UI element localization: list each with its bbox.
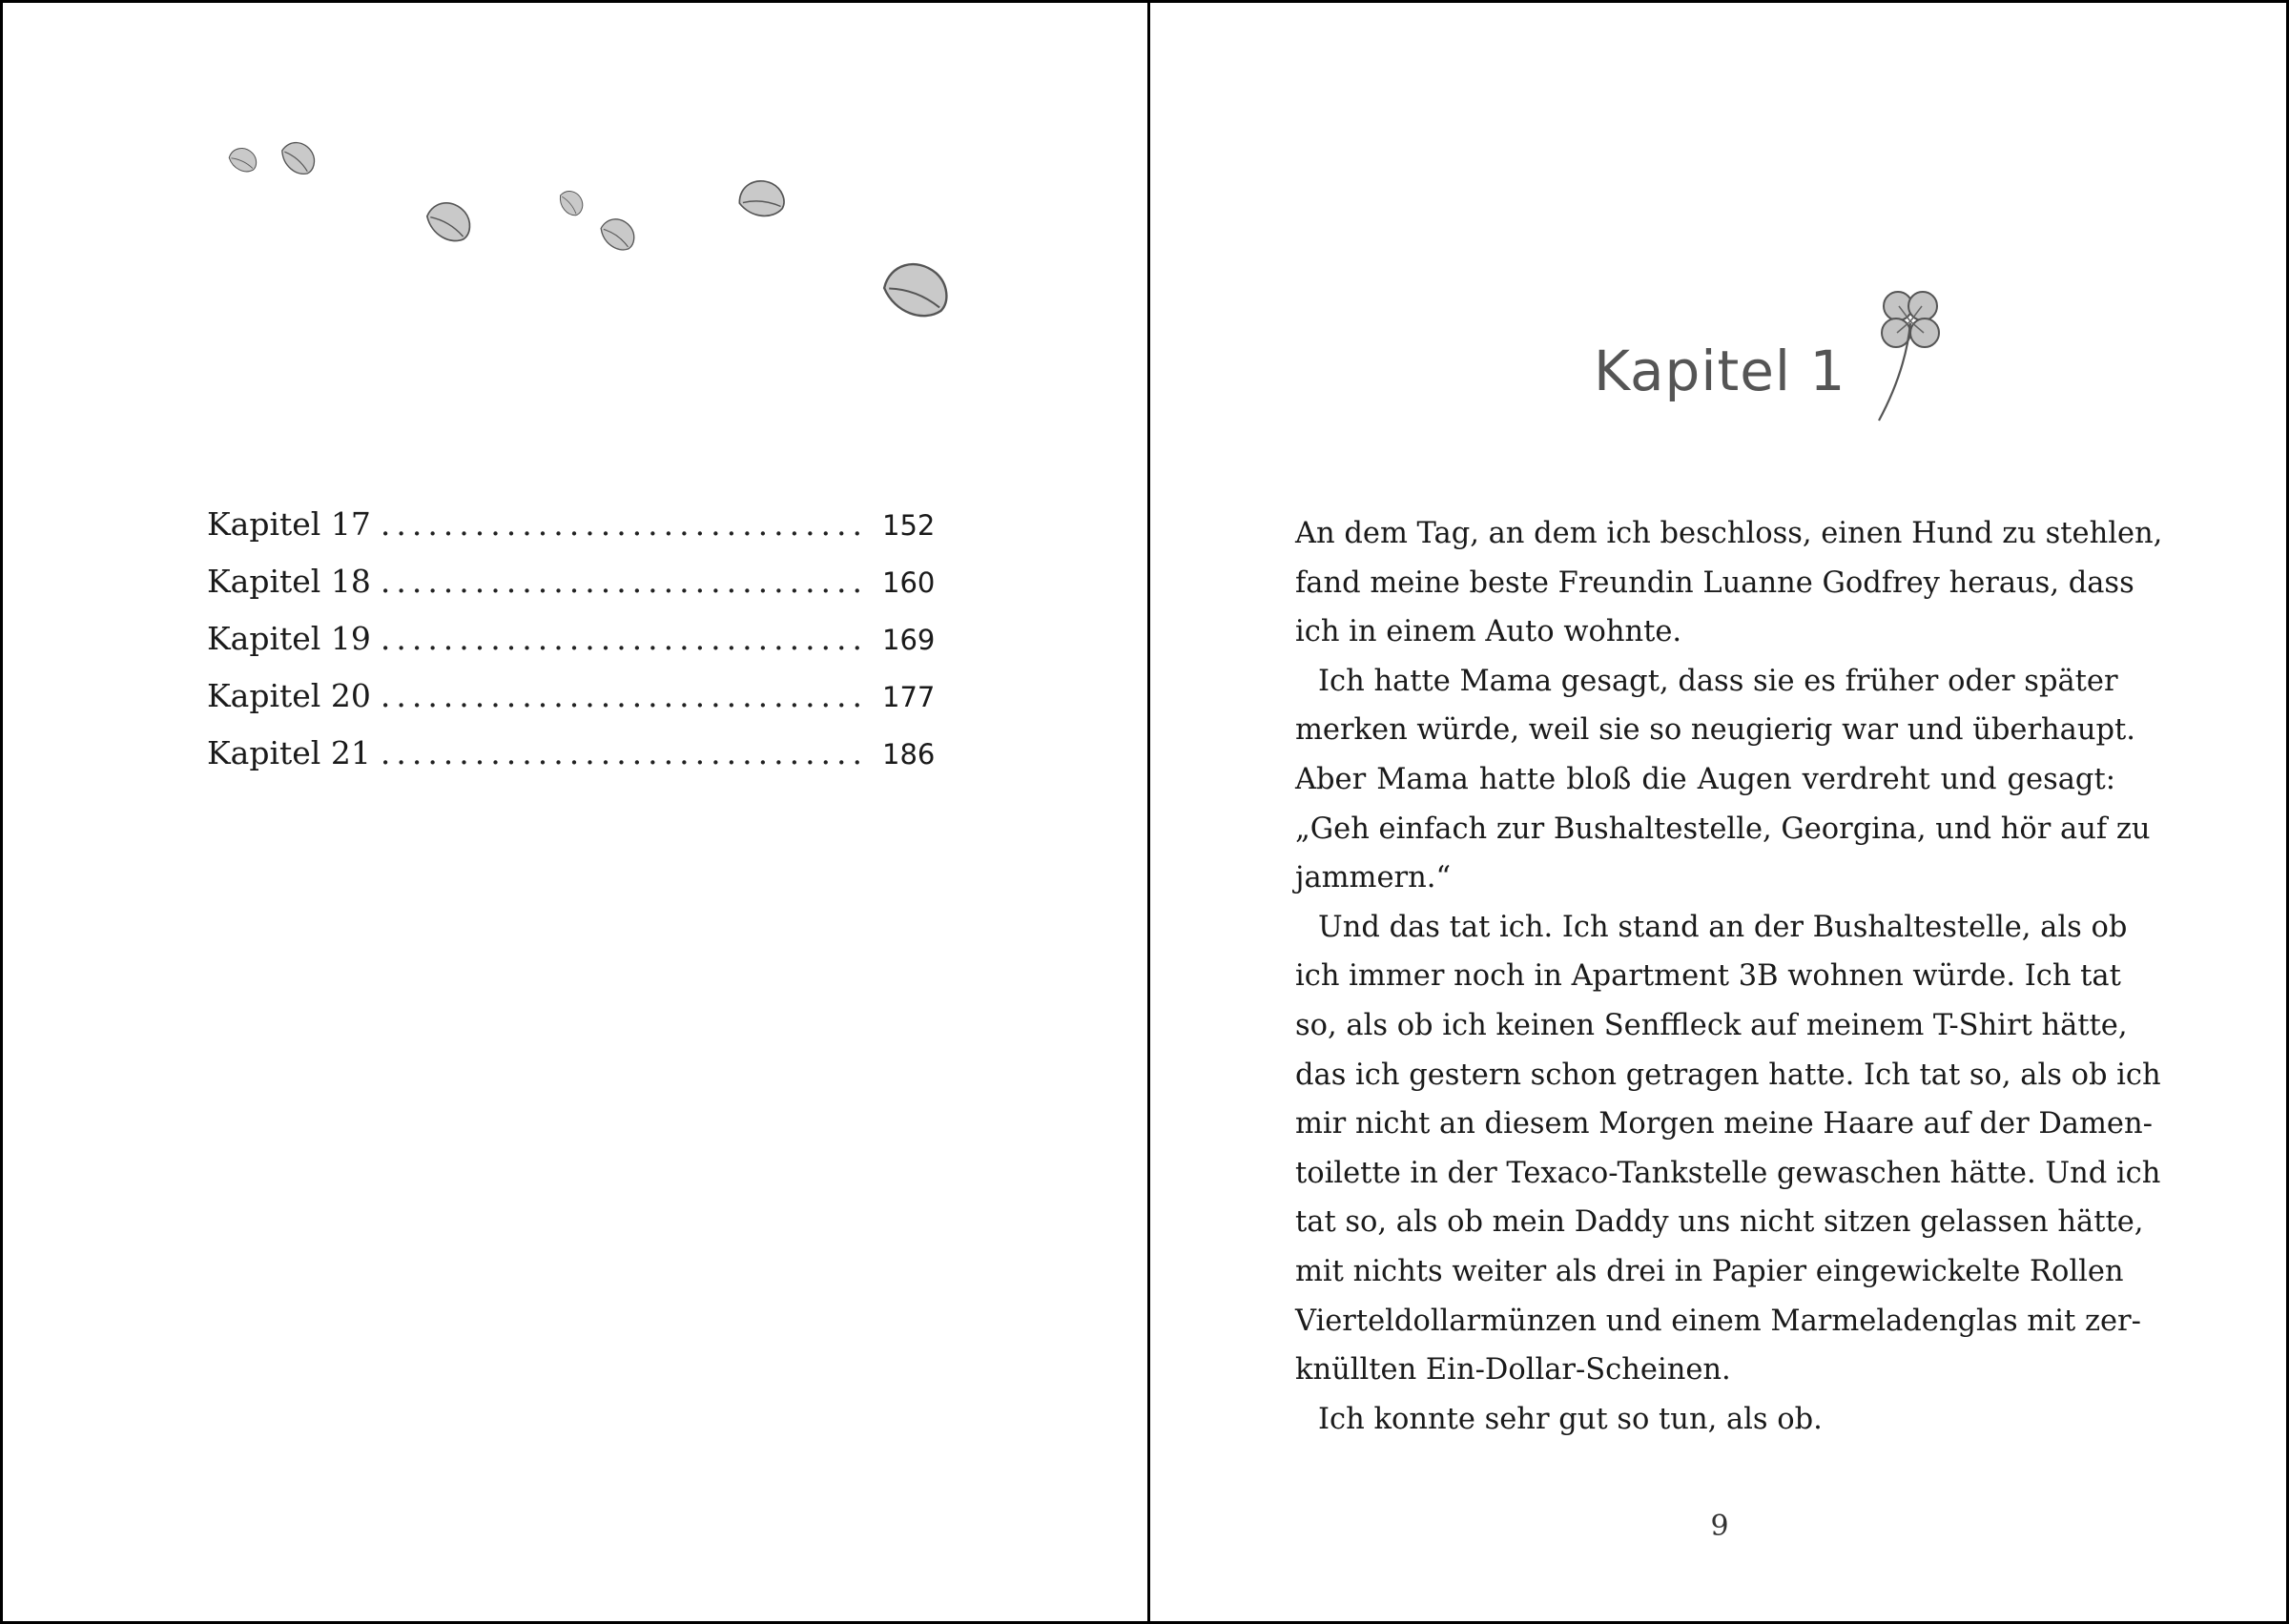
text-line: mir nicht an diesem Morgen meine Haare auf der Damen-: [1295, 1107, 2153, 1141]
toc-entry[interactable]: [207, 505, 936, 563]
table-of-contents: [207, 505, 936, 791]
toc-chapter-label: Kapitel 19: [207, 620, 371, 657]
toc-page-number: 169: [882, 624, 936, 656]
toc-entry[interactable]: [207, 563, 936, 620]
toc-dot-leader: [381, 677, 869, 714]
toc-entry[interactable]: [207, 734, 936, 791]
text-line: jammern.“: [1295, 861, 1452, 895]
text-line: fand meine beste Freundin Luanne Godfrey heraus, dass: [1295, 565, 2134, 600]
text-line: Ich hatte Mama gesagt, dass sie es früher oder später: [1318, 664, 2118, 698]
text-line: „Geh einfach zur Bushaltestelle, Georgina, und hör auf zu: [1295, 812, 2151, 846]
toc-chapter-label: Kapitel 17: [207, 505, 371, 543]
toc-dot-leader: [381, 734, 869, 771]
leaf-icon: [596, 215, 639, 253]
leaf-icon: [423, 198, 475, 244]
leaf-icon: [882, 262, 949, 319]
clover-icon: [1867, 285, 1953, 428]
leaf-icon: [736, 177, 786, 220]
toc-page-number: 177: [882, 681, 936, 713]
toc-page-number: 152: [882, 509, 936, 542]
toc-page-number: 186: [882, 738, 936, 771]
text-line: knüllten Ein-Dollar-Scheinen.: [1295, 1353, 1731, 1388]
toc-page-number: 160: [882, 566, 936, 599]
leaf-icon: [277, 137, 320, 177]
chapter-body-text: [1295, 509, 2163, 1444]
text-line: so, als ob ich keinen Senffleck auf meinem T-Shirt hätte,: [1295, 1008, 2128, 1042]
chapter-title: Kapitel 1: [1594, 339, 1846, 403]
text-line: Und das tat ich. Ich stand an der Bushaltestelle, als ob: [1318, 910, 2128, 944]
text-line: Ich konnte sehr gut so tun, als ob.: [1318, 1402, 1823, 1436]
toc-dot-leader: [381, 620, 869, 657]
toc-chapter-label: Kapitel 18: [207, 563, 371, 600]
falling-leaves-illustration: [3, 3, 1148, 384]
leaf-icon: [554, 187, 588, 218]
leaf-icon: [227, 146, 258, 173]
toc-dot-leader: [381, 563, 869, 600]
toc-dot-leader: [381, 505, 869, 543]
left-page: [3, 3, 1148, 1621]
text-line: tat so, als ob mein Daddy uns nicht sitzen gelassen hätte,: [1295, 1205, 2144, 1240]
toc-chapter-label: Kapitel 20: [207, 677, 371, 714]
toc-chapter-label: Kapitel 21: [207, 734, 371, 771]
toc-entry[interactable]: [207, 620, 936, 677]
text-line: An dem Tag, an dem ich beschloss, einen Hund zu stehlen,: [1295, 517, 2163, 550]
text-line: mit nichts weiter als drei in Papier eingewickelte Rollen: [1295, 1254, 2124, 1288]
text-line: Aber Mama hatte bloß die Augen verdreht und gesagt:: [1295, 762, 2115, 796]
text-line: ich immer noch in Apartment 3B wohnen würde. Ich tat: [1295, 959, 2121, 994]
text-line: ich in einem Auto wohnte.: [1295, 615, 1682, 649]
toc-entry[interactable]: [207, 677, 936, 734]
text-line: merken würde, weil sie so neugierig war und überhaupt.: [1295, 713, 2135, 748]
text-line: Vierteldollarmünzen und einem Marmeladenglas mit zer-: [1295, 1304, 2141, 1338]
page-gutter-divider: [1147, 3, 1150, 1621]
text-line: toilette in der Texaco-Tankstelle gewaschen hätte. Und ich: [1295, 1156, 2161, 1190]
page-number: 9: [1710, 1510, 1729, 1543]
text-line: das ich gestern schon getragen hatte. Ich tat so, als ob ich: [1295, 1058, 2161, 1092]
